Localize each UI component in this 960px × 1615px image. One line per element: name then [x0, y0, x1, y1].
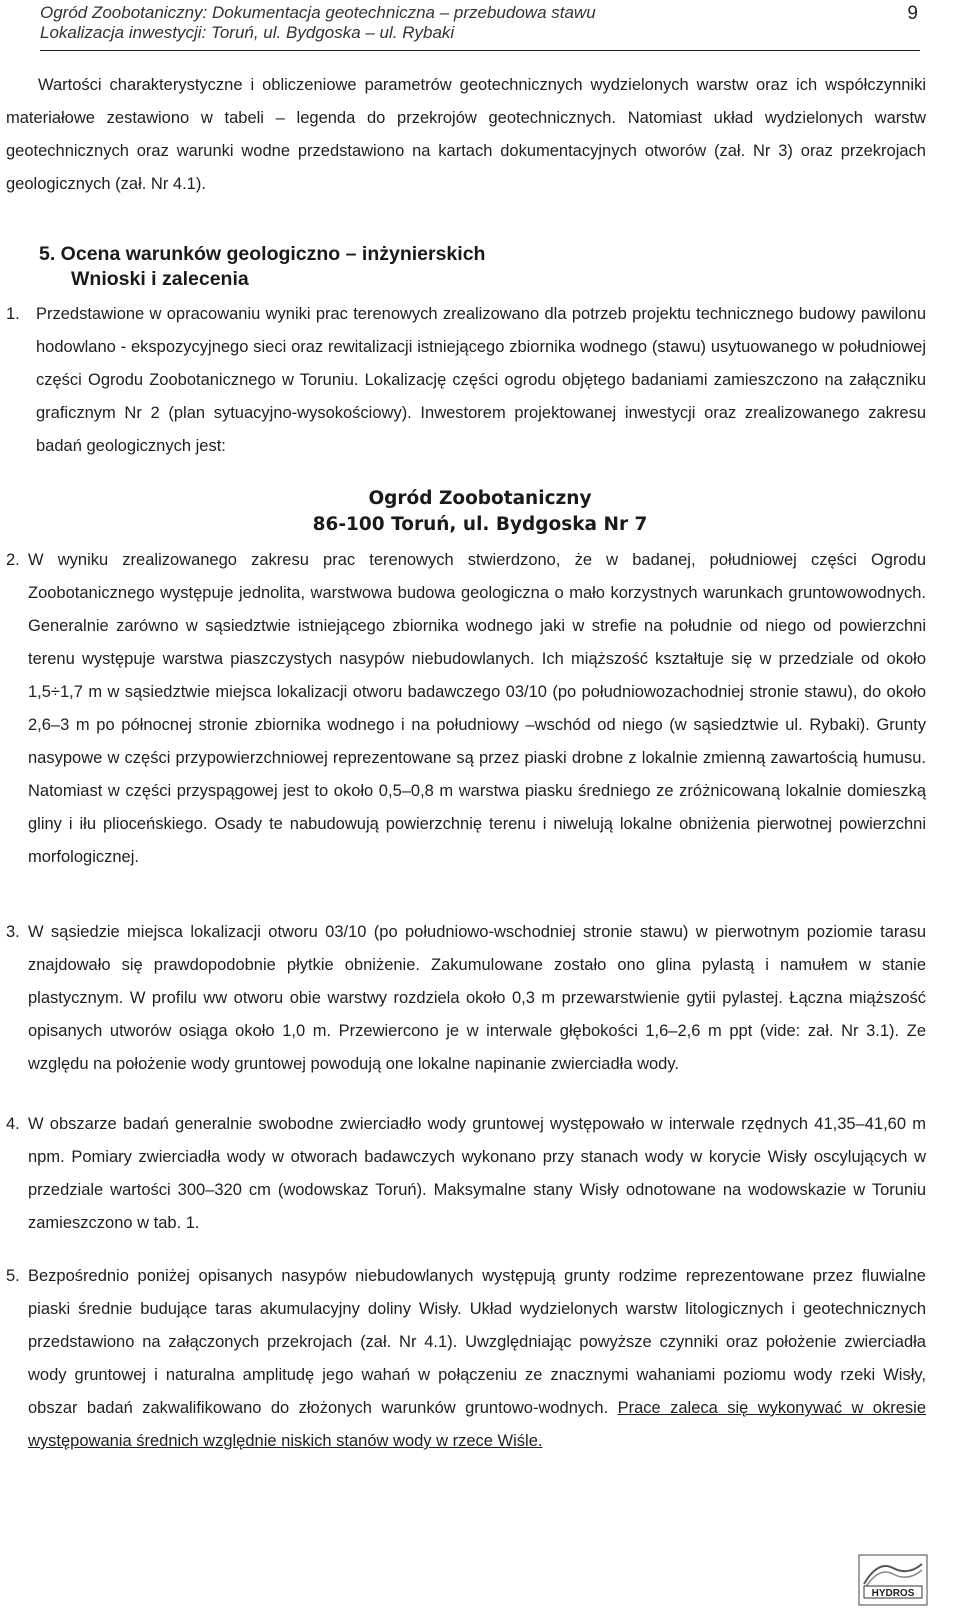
logo-text: HYDROS — [871, 1588, 915, 1599]
list-item-text: Przedstawione w opracowaniu wyniki prac terenowych zrealizowano dla potrzeb projektu technicznego budowy pawilonu hodowlano - ekspozycyjnego sieci oraz rewitalizacji istniejącego zbiornika wodnego (stawu) usytuowanego w południowej części Ogrodu Zoobotanicznego w Toruniu. Lokalizację części ogrodu objętego badaniami zamieszczono na załączniku graficznym Nr 2 (plan sytuacyjno-wysokościowy). Inwestorem projektowanej inwestycji oraz zrealizowanego zakresu badań geologicznych jest: — [36, 305, 926, 455]
list-item-text-main: Bezpośrednio poniżej opisanych nasypów niebudowlanych występują grunty rodzime reprezentowane przez fluwialne piaski średnie budujące taras akumulacyjny doliny Wisły. Układ wydzielonych warstw litologicznych i geotechnicznych przedstawiono na załączonych przekrojach (zał. Nr 4.1). Uwzględniając powyższe czynniki oraz położenie zwierciadła wody gruntowej i naturalna amplitudę jego wahań w połączeniu ze znacznymi wahaniami poziomu wody rzeki Wisły, obszar badań zakwalifikowano do złożonych warunków gruntowo-wodnych. — [28, 1267, 926, 1417]
list-number: 3. — [6, 923, 20, 941]
investor-address: 86-100 Toruń, ul. Bydgoska Nr 7 — [312, 514, 648, 535]
list-item-2 — [6, 544, 926, 874]
header-title: Ogród Zoobotaniczny: Dokumentacja geotechniczna – przebudowa stawu — [40, 3, 596, 22]
recommendation-underlined: Prace zaleca się wykonywać w okresie występowania średnich względnie niskich stanów wody w rzece Wiśle. — [28, 1399, 926, 1450]
list-item-text: W wyniku zrealizowanego zakresu prac terenowych stwierdzono, że w badanej, południowej części Ogrodu Zoobotanicznego występuje jednolita, warstwowa budowa geologiczna o mało korzystnych warunkach gruntowowodnych. Generalnie zarówno w sąsiedztwie istniejącego zbiornika wodnego jaki w strefie na południe od niego od powierzchni terenu występuje warstwa piaszczystych nasypów niebudowlanych. Ich miąższość kształtuje się w przedziale od około 1,5÷1,7 m w sąsiedztwie miejsca lokalizacji otworu badawczego 03/10 (po południowozachodniej stronie stawu), do około 2,6–3 m po północnej stronie zbiornika wodnego i na południowy –wschód od niego (w sąsiedztwie ul. Rybaki). Grunty nasypowe w części przypowierzchniowej reprezentowane są przez piaski drobne z lokalnie zmienną zawartością humusu. Natomiast w części przyspągowej jest to około 0,5–0,8 m warstwa piasku średniego ze zróżnicowaną lokalnie domieszką gliny i iłu plioceńskiego. Osady te nabudowują powierzchnię terenu i niwelują lokalne obniżenia pierwotnej powierzchni morfologicznej. — [28, 551, 926, 866]
hydros-logo — [858, 1554, 928, 1606]
list-item-text — [28, 1260, 926, 1458]
header-location: Lokalizacja inwestycji: Toruń, ul. Bydgoska – ul. Rybaki — [40, 23, 455, 42]
list-number: 1. — [6, 305, 20, 323]
list-number: 2. — [6, 551, 20, 569]
list-item-text: W sąsiedzie miejsca lokalizacji otworu 03/10 (po południowo-wschodniej stronie stawu) w pierwotnym poziomie tarasu znajdowało się prawdopodobnie płytkie obniżenie. Zakumulowane zostało ono glina pylastą i namułem w stanie plastycznym. W profilu ww otworu obie warstwy rozdziela około 0,3 m przewarstwienie gytii pylastej. Łączna miąższość opisanych utworów osiąga około 1,0 m. Przewiercono je w interwale głębokości 1,6–2,6 m ppt (vide: zał. Nr 3.1). Ze względu na położenie wody gruntowej powodują one lokalne napinanie zwierciadła wody. — [28, 923, 926, 1073]
list-item-5 — [6, 1260, 926, 1458]
page-header — [40, 0, 920, 51]
list-number: 4. — [6, 1115, 20, 1133]
list-item-text: W obszarze badań generalnie swobodne zwierciadło wody gruntowej występowało w interwale rzędnych 41,35–41,60 m npm. Pomiary zwierciadła wody w otworach badawczych wykonano przy stanach wody w korycie Wisły oscylujących w przedziale wartości 300–320 cm (wodowskaz Toruń). Maksymalne stany Wisły odnotowane na wodowskazie w Toruniu zamieszczono w tab. 1. — [28, 1115, 926, 1232]
list-item-4 — [6, 1108, 926, 1240]
intro-paragraph: Wartości charakterystyczne i obliczeniowe parametrów geotechnicznych wydzielonych warstw oraz ich współczynniki materiałowe zestawiono w tabeli – legenda do przekrojów geotechnicznych. Natomiast układ wydzielonych warstw geotechnicznych oraz warunki wodne przedstawiono na kartach dokumentacyjnych otworów (zał. Nr 3) oraz przekrojach geologicznych (zał. Nr 4.1). — [6, 76, 926, 193]
investor-name: Ogród Zoobotaniczny — [368, 488, 592, 509]
page-number: 9 — [907, 3, 918, 24]
list-number: 5. — [6, 1267, 20, 1285]
section-subtitle: Wnioski i zalecenia — [71, 268, 249, 290]
list-item-3 — [6, 916, 926, 1081]
list-item-1 — [6, 298, 926, 463]
section-title: 5. Ocena warunków geologiczno – inżynierskich — [39, 243, 486, 265]
